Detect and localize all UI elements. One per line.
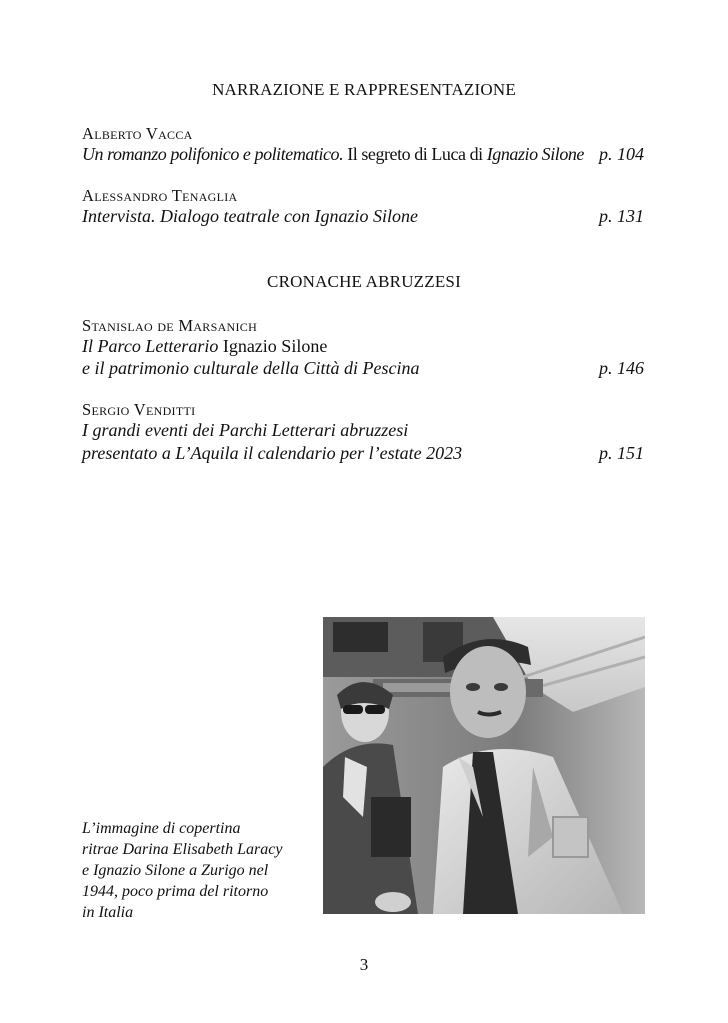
section-title-narrazione: NARRAZIONE E RAPPRESENTAZIONE [212, 80, 516, 99]
caption-line: 1944, poco prima del ritorno [82, 883, 269, 900]
entry-title-part: Un romanzo polifonico e politematico. [82, 144, 344, 164]
page-ref-146: p. 146 [599, 358, 644, 378]
entry-title-part: Il Parco Letterario [82, 336, 219, 356]
entry-title-part: Ignazio Silone [218, 336, 328, 356]
entry-title-venditti-line1 [82, 420, 408, 441]
entry-title-text: presentato a L’Aquila il calendario per l’estate 2023 [82, 443, 463, 463]
entry-title-marsanich-line1 [82, 336, 327, 357]
author-alessandro-tenaglia: Alessandro Tenaglia [82, 186, 238, 205]
entry-title-venditti-line2 [82, 443, 462, 464]
page-number: 3 [359, 955, 369, 974]
cover-caption [82, 818, 312, 923]
cover-photo [323, 617, 645, 914]
entry-title-part: Il segreto di Luca di [343, 144, 487, 164]
caption-line: ritrae Darina Elisabeth Laracy [82, 841, 283, 858]
page-ref-104: p. 104 [599, 144, 644, 164]
entry-title-vacca [82, 144, 584, 165]
page-ref-151: p. 151 [599, 443, 644, 463]
entry-title-marsanich-line2 [82, 358, 419, 379]
caption-line: e Ignazio Silone a Zurigo nel [82, 862, 269, 879]
entry-title-tenaglia [82, 206, 418, 227]
author-alberto-vacca: Alberto Vacca [82, 124, 193, 143]
entry-title-part: Ignazio Silone [486, 144, 584, 164]
author-sergio-venditti: Sergio Venditti [82, 400, 196, 419]
entry-title-text: Intervista. Dialogo teatrale con Ignazio Silone [82, 206, 418, 226]
entry-title-text: I grandi eventi dei Parchi Letterari abruzzesi [82, 420, 409, 440]
section-title-cronache: CRONACHE ABRUZZESI [267, 272, 461, 291]
cover-photo-image [323, 617, 645, 914]
author-stanislao-de-marsanich: Stanislao de Marsanich [82, 316, 258, 335]
caption-line: L’immagine di copertina [82, 820, 241, 837]
entry-title-text: e il patrimonio culturale della Città di Pescina [82, 358, 420, 378]
page-ref-131: p. 131 [599, 206, 644, 226]
caption-line: in Italia [82, 904, 134, 921]
